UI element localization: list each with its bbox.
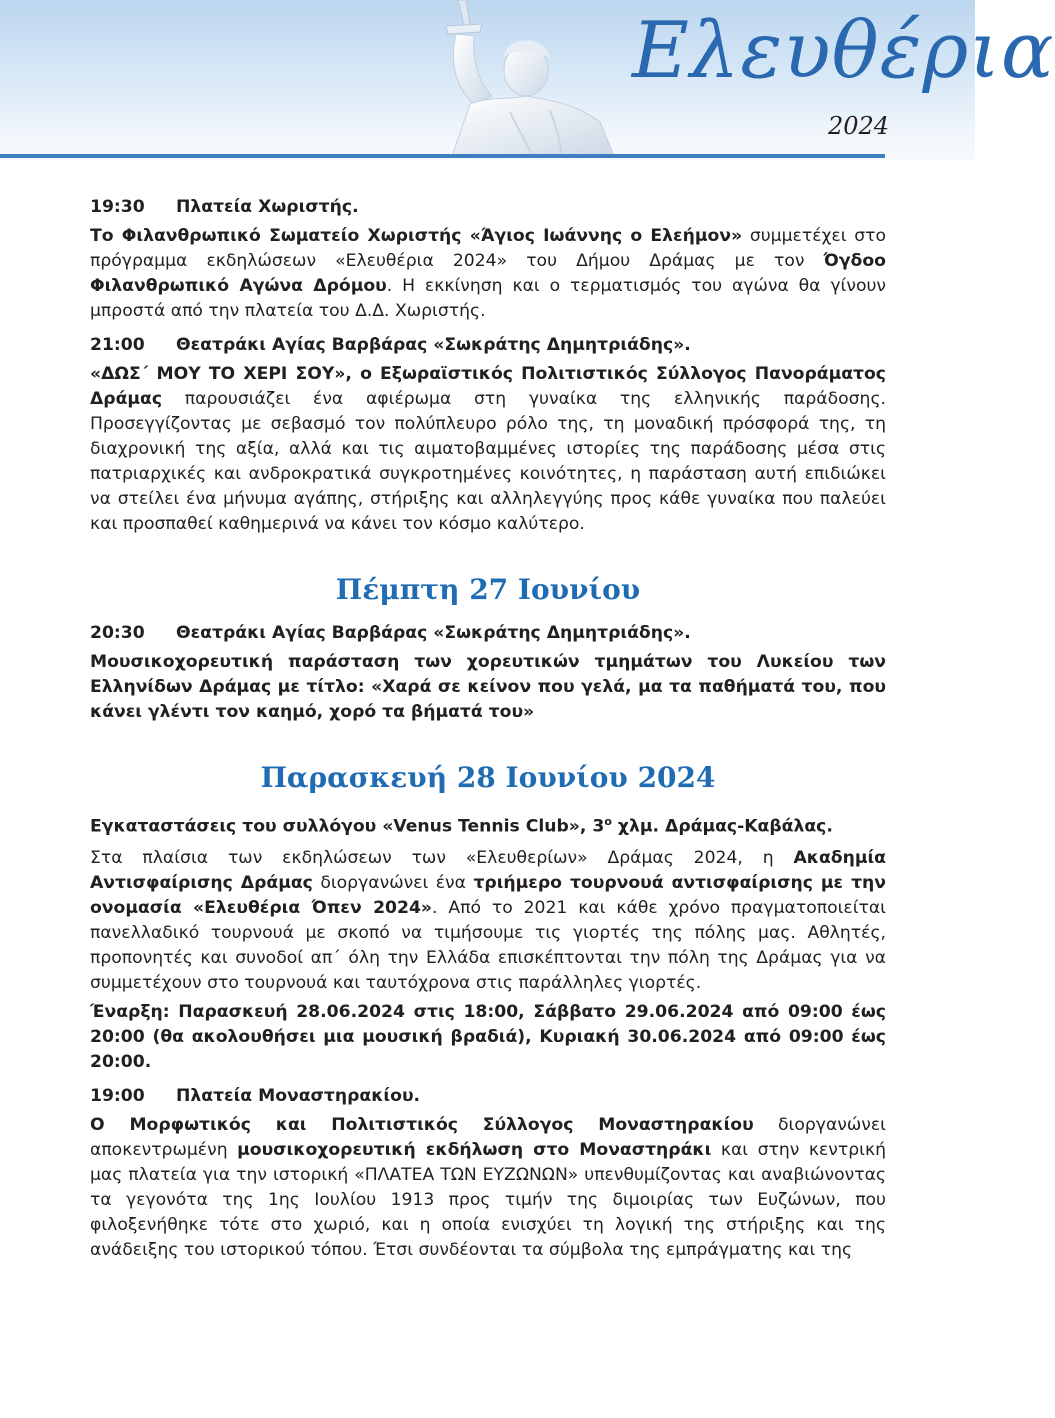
description-text: Στα πλαίσια των εκδηλώσεων των «Ελευθερίων» Δράμας 2024, η (90, 847, 794, 868)
page-header (0, 0, 1055, 160)
event-time: 19:00 (90, 1085, 145, 1106)
event-description (90, 1113, 886, 1263)
event-title: με τίτλο: «Χαρά σε κείνον που γελά, μα τα παθήματά του, που κάνει γλέντι τον καημό, χορό τα βήματά του» (90, 677, 886, 722)
organizer-name: Ακαδημία Αντισφαίρισης Δράμας (90, 847, 886, 893)
description-text: . Από το 2021 και κάθε χρόνο πραγματοποιείται πανελλαδικό τουρνουά με σκοπό να τιμήσουμε τις γιορτές της πόλης μας. Αθλητές, προπονητές και συνοδοί απ΄ όλη την Ελλάδα επισκέπτονται την πόλη της Δράμας για να συμμετέχουν στο τουρνουά και ταυτόχρονα στις παράλληλες γιορτές. (90, 897, 886, 993)
description-text: διοργανώνει ένα (312, 872, 474, 893)
day-heading: Πέμπτη 27 Ιουνίου (335, 573, 641, 606)
location-text: Εγκαταστάσεις του συλλόγου «Venus Tennis Club», 3 (90, 816, 605, 837)
ordinal-suffix: ο (604, 815, 612, 828)
description-text: διοργανώνει αποκεντρωμένη (90, 1114, 886, 1160)
logo-year: 2024 (828, 112, 890, 140)
event-venue: Πλατεία Χωριστής. (176, 197, 359, 217)
description-text: και στην κεντρική μας πλατεία για την ιστορική «ΠΛΑΤΕΑ ΤΩΝ ΕΥΖΩΝΩΝ» υπενθυμίζοντας και αναβιώνοντας τα γεγονότα της 1ης Ιουλίου 1913 προς τιμήν της διμοιρίας των Ευζώνων, που φιλοξενήθηκε τότε στο χωριό, και η οποία ενισχύει τη λογική της στήριξης και της ανάδειξης του ιστορικού τόπου. Έτσι συνδέονται τα σύμβολα της εμπράγματης και της (90, 1139, 886, 1260)
event-title: μουσικοχορευτική εκδήλωση στο Μοναστηράκι (237, 1139, 712, 1160)
event-title: τριήμερο τουρνουά αντισφαίρισης με την ονομασία «Ελευθέρια Όπεν 2024» (90, 872, 886, 918)
liberty-statue-illustration (400, 0, 660, 156)
event-location (90, 809, 886, 840)
event-venue: Θεατράκι Αγίας Βαρβάρας «Σωκράτης Δημητριάδης». (176, 335, 691, 355)
description-text: παρουσιάζει ένα αφιέρωμα στη γυναίκα της ελληνικής παράδοσης. Προσεγγίζοντας με σεβασμό τον πολύπλευρο ρόλο της, τη μοναδική πρόσφορά της, τη διαχρονική της αξία, αλλά και τις αιματοβαμμένες ιστορίες της παράδοσης μέσα στις πατριαρχικές και ανδροκρατικά συγκροτημένες κοινότητες, η παράσταση αυτή επιδιώκει να στείλει ένα μήνυμα αγάπης, στήριξης και αλληλεγγύης προς κάθε γυναίκα που παλεύει και προσπαθεί καθημερινά να κάνει τον κόσμο καλύτερο. (90, 389, 886, 534)
organizer-name: Μουσικοχορευτική παράσταση των χορευτικών τμημάτων του Λυκείου των Ελληνίδων Δράμας (90, 652, 886, 697)
event-description (90, 650, 886, 725)
organizer-name: «ΔΩΣ΄ ΜΟΥ ΤΟ ΧΕΡΙ ΣΟΥ», ο Εξωραϊστικός Πολιτιστικός Σύλλογος Πανοράματος Δράμας (90, 364, 886, 409)
organizer-name: Ο Μορφωτικός και Πολιτιστικός Σύλλογος Μοναστηρακίου (90, 1114, 754, 1135)
event-schedule: Έναρξη: Παρασκευή 28.06.2024 στις 18:00, Σάββατο 29.06.2024 από 09:00 έως 20:00 (θα ακολουθήσει μια μουσική βραδιά), Κυριακή 30.06.2024 από 09:00 έως 20:00. (90, 1001, 886, 1072)
description-text: . Η εκκίνηση και ο τερματισμός του αγώνα θα γίνουν μπροστά από την πλατεία του Δ.Δ. Χωριστής. (90, 276, 887, 321)
event-title: Όγδοο Φιλανθρωπικό Αγώνα Δρόμου (90, 251, 886, 296)
event-description (90, 846, 886, 996)
logo-wordmark: Ελευθέρια (632, 6, 1055, 96)
event-venue: Θεατράκι Αγίας Βαρβάρας «Σωκράτης Δημητριάδης». (176, 623, 691, 643)
location-text: χλμ. Δράμας-Καβάλας. (611, 816, 833, 837)
event-heading (90, 621, 886, 646)
programme-content (90, 195, 886, 1272)
event-description (90, 224, 886, 324)
event-time: 21:00 (90, 335, 145, 355)
event-heading (90, 1084, 886, 1109)
event-description (90, 362, 886, 537)
header-divider (0, 154, 885, 158)
organizer-name: Το Φιλανθρωπικό Σωματείο Χωριστής «Άγιος Ιωάννης ο Ελεήμον» (90, 226, 743, 246)
event-time: 19:30 (90, 197, 145, 217)
description-text: συμμετέχει στο πρόγραμμα εκδηλώσεων «Ελευθέρια 2024» του Δήμου Δράμας με τον (90, 226, 886, 271)
event-time: 20:30 (90, 623, 145, 643)
event-heading (90, 195, 886, 220)
event-venue: Πλατεία Μοναστηρακίου. (176, 1085, 421, 1106)
day-heading: Παρασκευή 28 Ιουνίου 2024 (260, 761, 716, 794)
event-heading (90, 333, 886, 358)
